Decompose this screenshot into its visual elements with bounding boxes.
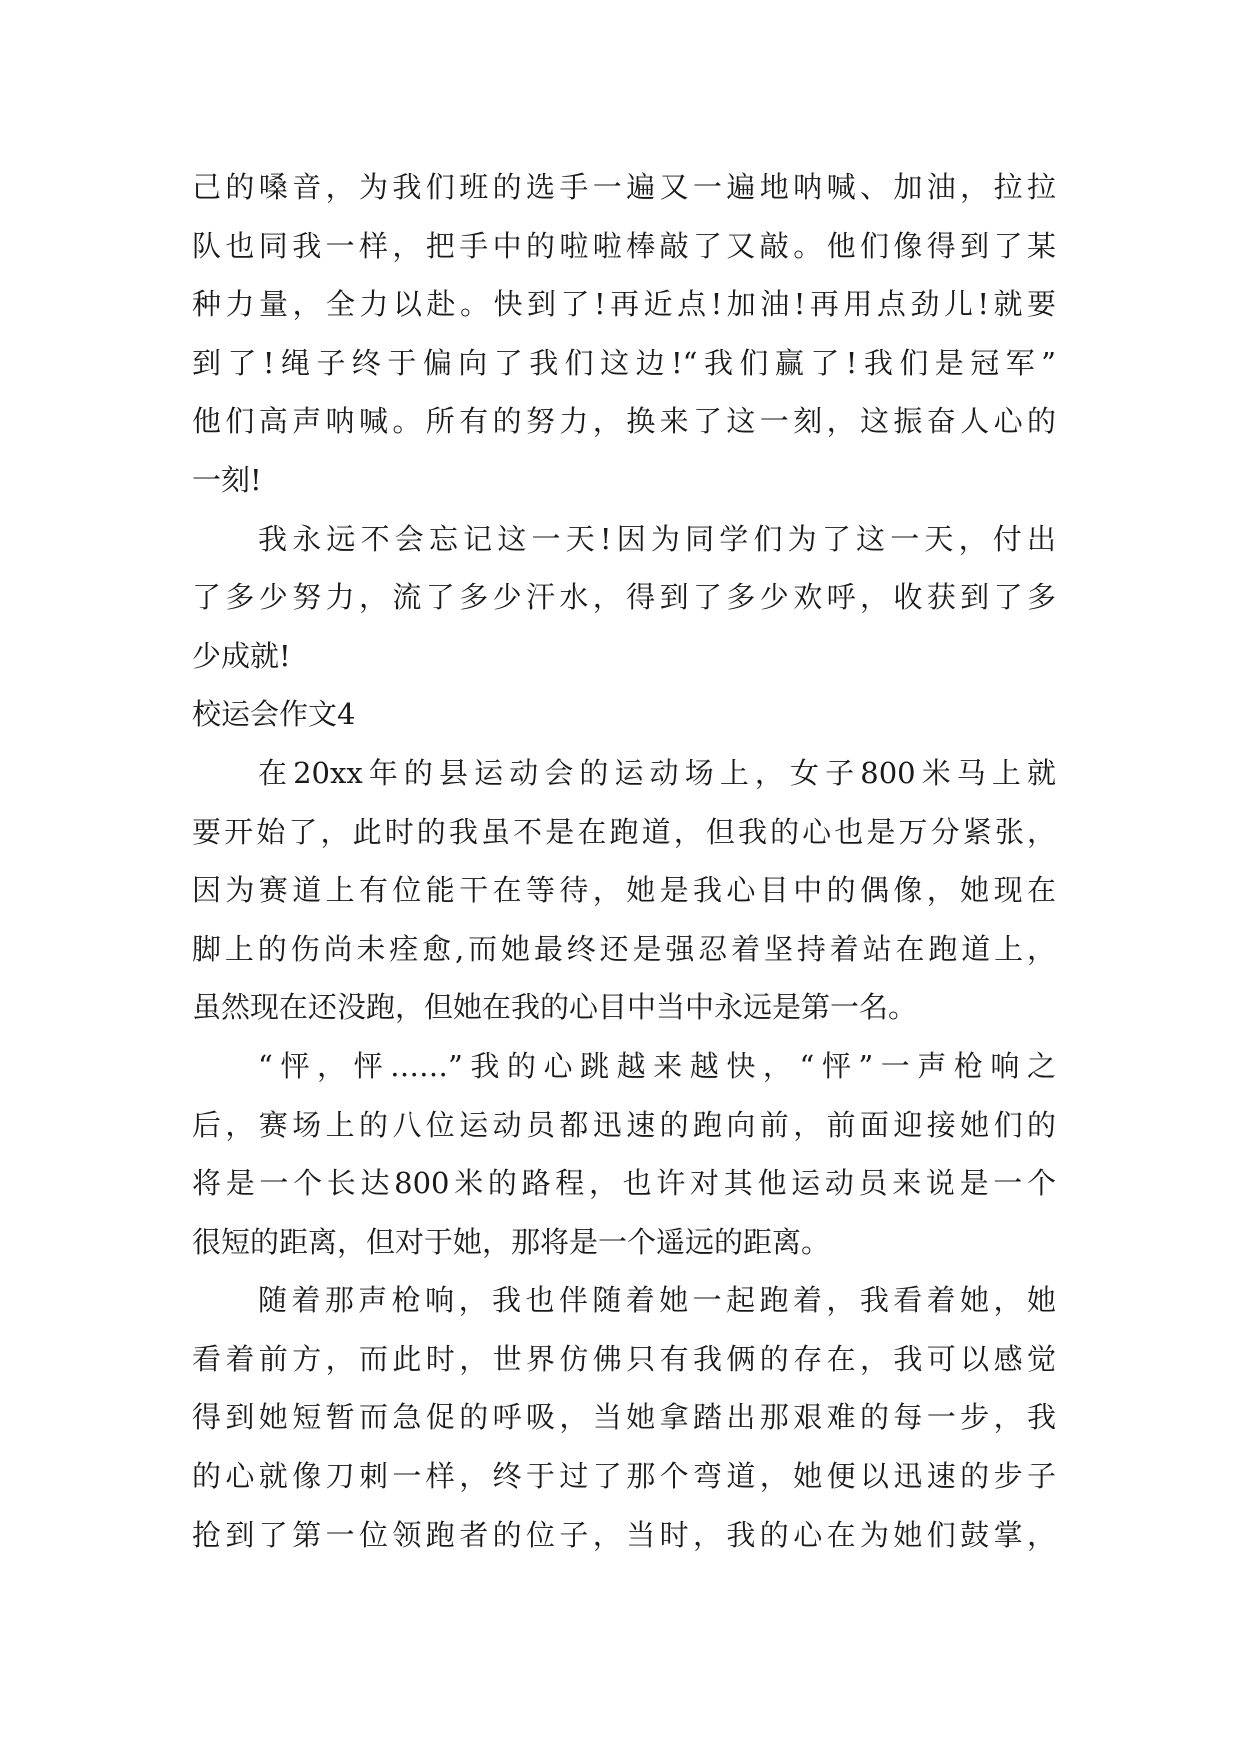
document-page (192, 158, 1056, 1564)
text-line: 他们高声呐喊。所有的努力，换来了这一刻，这振奋人心的 (192, 404, 1056, 439)
paragraph-5 (192, 1271, 1056, 1564)
text-line: 己的嗓音，为我们班的选手一遍又一遍地呐喊、加油，拉拉 (192, 170, 1056, 204)
text-line: 少成就! (192, 638, 291, 673)
text-line: 后，赛场上的八位运动员都迅速的跑向前，前面迎接她们的 (192, 1107, 1056, 1142)
text-line: 在20xx年的县运动会的运动场上，女子800米马上就 (258, 755, 1056, 790)
paragraph-2 (192, 510, 1056, 686)
text-line: 种力量，全力以赴。快到了!再近点!加油!再用点劲儿!就要 (192, 287, 1056, 322)
text-line: 虽然现在还没跑，但她在我的心目中当中永远是第一名。 (192, 990, 918, 1025)
text-line: 队也同我一样，把手中的啦啦棒敲了又敲。他们像得到了某 (192, 228, 1056, 263)
section-heading: 校运会作文4 (192, 697, 356, 732)
text-line: 得到她短暂而急促的呼吸，当她拿踏出那艰难的每一步，我 (192, 1400, 1056, 1435)
text-line: “怦，怦……”我的心跳越来越快，“怦”一声枪响之 (258, 1048, 1056, 1083)
paragraph-3 (192, 744, 1056, 1037)
text-line: 脚上的伤尚未痊愈,而她最终还是强忍着坚持着站在跑道上， (192, 931, 1056, 966)
paragraph-4 (192, 1037, 1056, 1271)
text-line: 因为赛道上有位能干在等待，她是我心目中的偶像，她现在 (192, 873, 1056, 908)
text-line: 将是一个长达800米的路程，也许对其他运动员来说是一个 (192, 1166, 1056, 1201)
paragraph-1 (192, 158, 1056, 510)
text-line: 的心就像刀刺一样，终于过了那个弯道，她便以迅速的步子 (192, 1459, 1056, 1494)
text-line: 一刻! (192, 462, 262, 497)
text-line: 了多少努力，流了多少汗水，得到了多少欢呼，收获到了多 (192, 580, 1056, 615)
text-line: 要开始了，此时的我虽不是在跑道，但我的心也是万分紧张， (192, 814, 1056, 849)
text-line: 很短的距离，但对于她，那将是一个遥远的距离。 (192, 1224, 831, 1259)
text-line: 随着那声枪响，我也伴随着她一起跑着，我看着她，她 (258, 1283, 1056, 1318)
text-line: 到了!绳子终于偏向了我们这边!“我们赢了!我们是冠军” (192, 345, 1056, 380)
text-line: 抢到了第一位领跑者的位子，当时，我的心在为她们鼓掌， (192, 1517, 1056, 1552)
text-line: 我永远不会忘记这一天!因为同学们为了这一天，付出 (258, 521, 1056, 556)
text-line: 看着前方，而此时，世界仿佛只有我俩的存在，我可以感觉 (192, 1341, 1056, 1376)
